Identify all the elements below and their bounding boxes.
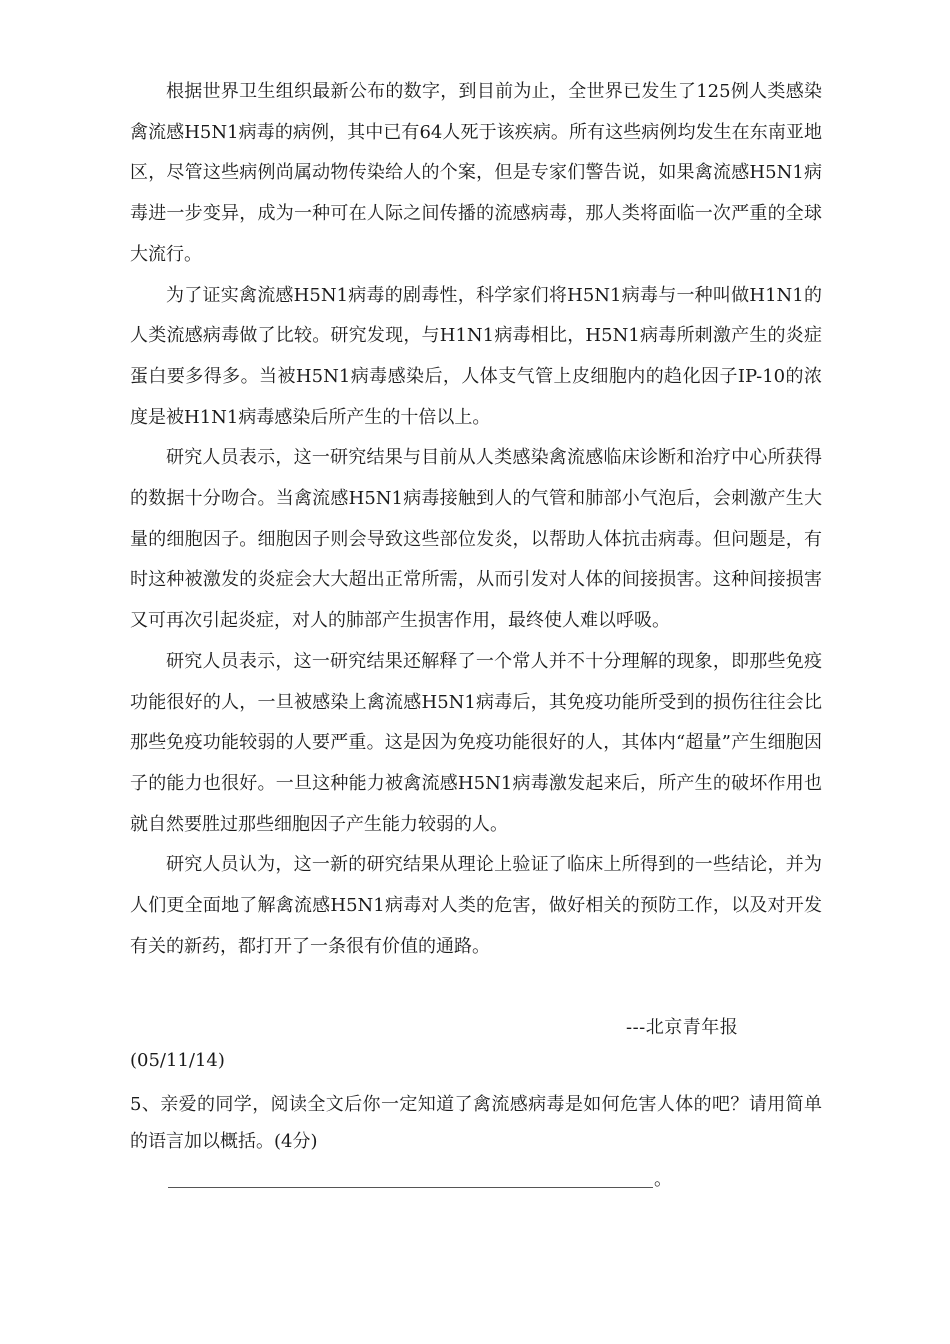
question-5: 5、亲爱的同学，阅读全文后你一定知道了禽流感病毒是如何危害人体的吧？请用简单的语言加以概括。(4分): [130, 1094, 822, 1152]
article-paragraph-1: 根据世界卫生组织最新公布的数字，到目前为止，全世界已发生了125例人类感染禽流感H5N1病毒的病例，其中已有64人死于该疾病。所有这些病例均发生在东南亚地区，尽管这些病例尚属动物传染给人的个案，但是专家们警告说，如果禽流感H5N1病毒进一步变异，成为一种可在人际之间传播的流感病毒，那人类将面临一次严重的全球大流行。: [130, 81, 822, 265]
article-date: (05/11/14): [130, 1050, 225, 1071]
answer-underline[interactable]: [168, 1187, 653, 1188]
article-source: ---北京青年报: [626, 1017, 739, 1038]
article-paragraph-2: 为了证实禽流感H5N1病毒的剧毒性，科学家们将H5N1病毒与一种叫做H1N1的人类流感病毒做了比较。研究发现，与H1N1病毒相比，H5N1病毒所刺激产生的炎症蛋白要多得多。当被H5N1病毒感染后，人体支气管上皮细胞内的趋化因子IP-10的浓度是被H1N1病毒感染后所产生的十倍以上。: [130, 284, 822, 428]
article-paragraph-5: 研究人员认为，这一新的研究结果从理论上验证了临床上所得到的一些结论，并为人们更全面地了解禽流感H5N1病毒对人类的危害，做好相关的预防工作，以及对开发有关的新药，都打开了一条很有价值的通路。: [130, 854, 822, 957]
answer-blank[interactable]: [168, 1168, 678, 1192]
article-paragraph-3: 研究人员表示，这一研究结果与目前从人类感染禽流感临床诊断和治疗中心所获得的数据十分吻合。当禽流感H5N1病毒接触到人的气管和肺部小气泡后，会刺激产生大量的细胞因子。细胞因子则会导致这些部位发炎，以帮助人体抗击病毒。但问题是，有时这种被激发的炎症会大大超出正常所需，从而引发对人体的间接损害。这种间接损害又可再次引起炎症，对人的肺部产生损害作用，最终使人难以呼吸。: [130, 447, 822, 632]
article-body: [130, 72, 822, 967]
article-paragraph-4: 研究人员表示，这一研究结果还解释了一个常人并不十分理解的现象，即那些免疫功能很好的人，一旦被感染上禽流感H5N1病毒后，其免疫功能所受到的损伤往往会比那些免疫功能较弱的人要严重。这是因为免疫功能很好的人，其体内“超量”产生细胞因子的能力也很好。一旦这种能力被禽流感H5N1病毒激发起来后，所产生的破坏作用也就自然要胜过那些细胞因子产生能力较弱的人。: [130, 650, 822, 835]
answer-end-punctuation: 。: [654, 1169, 672, 1190]
